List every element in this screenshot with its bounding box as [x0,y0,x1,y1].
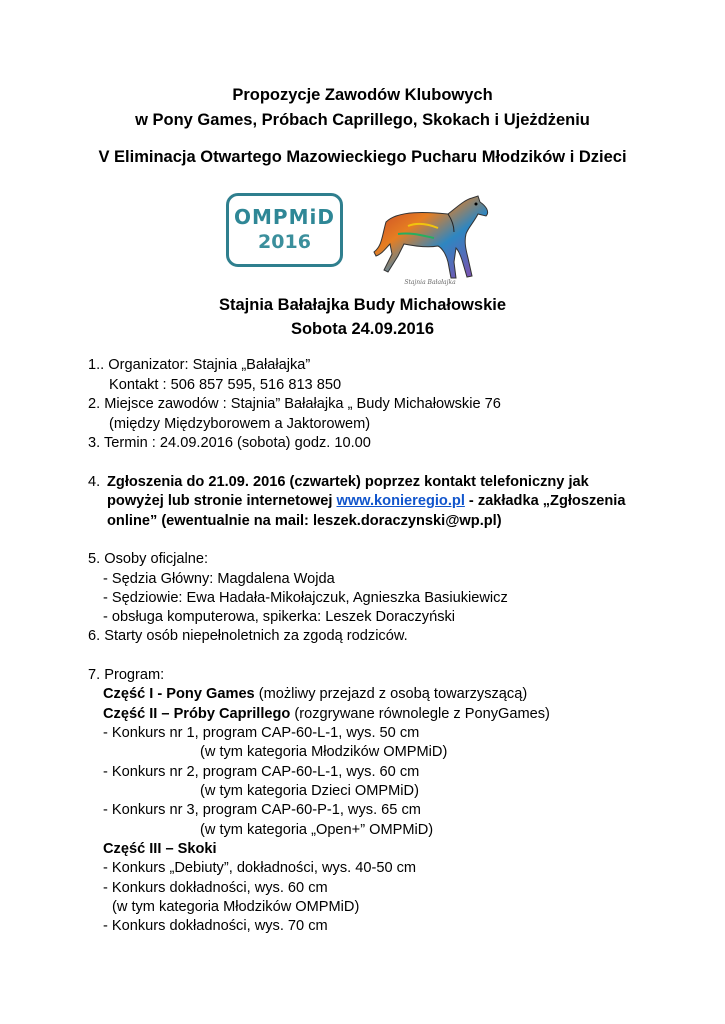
horse-logo-icon [368,192,494,288]
item-4-number: 4. [88,474,101,490]
item-4-registration-line-2 [107,493,625,509]
item-1-contact: Kontakt : 506 857 595, 516 813 850 [109,377,342,393]
registration-text-post: - zakładka „Zgłoszenia [464,493,626,509]
item-3-date: 3. Termin : 24.09.2016 (sobota) godz. 10.00 [88,435,371,451]
item-1-organizer: 1.. Organizator: Stajnia „Bałałajka” [88,357,311,373]
part-1-note: (możliwy przejazd z osobą towarzyszącą) [254,686,528,702]
program-part-2 [103,706,550,722]
registration-text-pre: powyżej lub stronie internetowej [107,493,337,509]
logo-text-1: OMPMiD [234,205,335,229]
contest-1-category: (w tym kategoria Młodzików OMPMiD) [200,744,448,760]
item-2-place: 2. Miejsce zawodów : Stajnia” Bałałajka „ Budy Michałowskie 76 [88,396,501,412]
part-2-title: Część II – Próby Caprillego [103,706,291,722]
item-6-minors: 6. Starty osób niepełnoletnich za zgodą rodziców. [88,628,408,644]
konieregio-link[interactable]: www.konieregio.pl [336,493,465,509]
item-2-location-note: (między Międzyborowem a Jaktorowem) [109,416,371,432]
ompmid-logo [226,193,343,267]
contest-1: - Konkurs nr 1, program CAP-60-L-1, wys. 50 cm [103,725,420,741]
item-5-chief-judge: - Sędzia Główny: Magdalena Wojda [103,571,335,587]
item-5-officials: 5. Osoby oficjalne: [88,551,209,567]
jump-contest-70: - Konkurs dokładności, wys. 70 cm [103,918,328,934]
item-4-registration-line-1: Zgłoszenia do 21.09. 2016 (czwartek) poprzez kontakt telefoniczny jak [107,474,589,490]
logo-text-2: 2016 [258,231,311,253]
part-2-note: (rozgrywane równolegle z PonyGames) [290,706,550,722]
jump-contest-60-category: (w tym kategoria Młodzików OMPMiD) [112,899,360,915]
item-5-judges: - Sędziowie: Ewa Hadała-Mikołajczuk, Agnieszka Basiukiewicz [103,590,508,606]
contest-2-category: (w tym kategoria Dzieci OMPMiD) [200,783,419,799]
program-part-1 [103,686,527,702]
contest-3-category: (w tym kategoria „Open+” OMPMiD) [200,822,434,838]
title-line-2: w Pony Games, Próbach Caprillego, Skokach i Ujeżdżeniu [135,111,590,129]
venue-line-2: Sobota 24.09.2016 [290,320,435,338]
item-7-program: 7. Program: [88,667,165,683]
horse-caption: Stajnia Bałałajka [404,279,456,286]
contest-3: - Konkurs nr 3, program CAP-60-P-1, wys. 65 cm [103,802,421,818]
program-part-3: Część III – Skoki [103,841,217,857]
title-line-3: V Eliminacja Otwartego Mazowieckiego Pucharu Młodzików i Dzieci [98,148,627,166]
jump-contest-60: - Konkurs dokładności, wys. 60 cm [103,880,328,896]
venue-line-1: Stajnia Bałałajka Budy Michałowskie [218,296,507,314]
contest-2: - Konkurs nr 2, program CAP-60-L-1, wys. 60 cm [103,764,420,780]
item-4-registration-line-3: online” (ewentualnie na mail: leszek.doraczynski@wp.pl) [107,513,502,529]
item-5-computer-service: - obsługa komputerowa, spikerka: Leszek Doraczyński [103,609,456,625]
part-1-title: Część I - Pony Games [103,686,255,702]
jump-contest-debuts: - Konkurs „Debiuty”, dokładności, wys. 40-50 cm [103,860,417,876]
title-line-1: Propozycje Zawodów Klubowych [232,86,493,104]
